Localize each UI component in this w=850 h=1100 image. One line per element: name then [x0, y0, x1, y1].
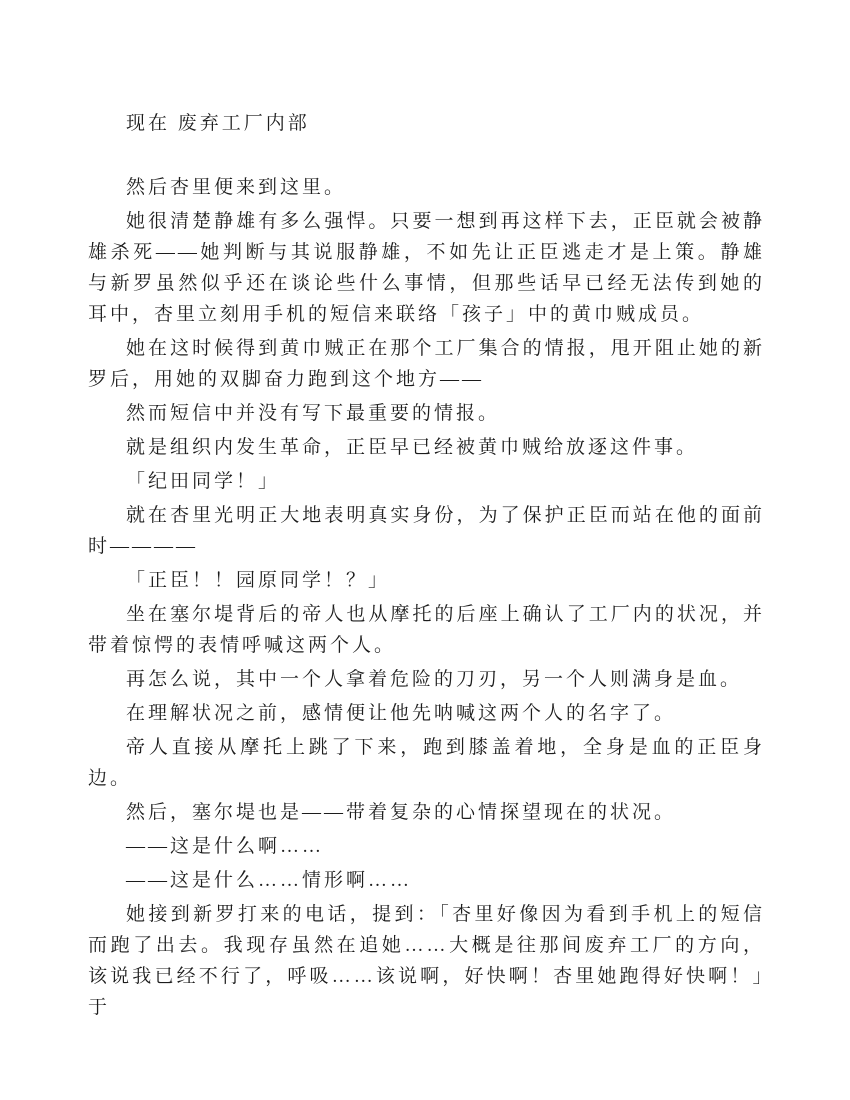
- paragraph: 再怎么说，其中一个人拿着危险的刀刃，另一个人则满身是血。: [126, 669, 743, 690]
- paragraph: 「纪田同学！」: [126, 471, 281, 492]
- paragraph: 然而短信中并没有写下最重要的情报。: [126, 403, 501, 424]
- paragraph: 帝人直接从摩托上跳了下来，跑到膝盖着地，全身是血的正臣身边。: [88, 737, 765, 789]
- paragraph: ——这是什么……情形啊……: [126, 870, 413, 891]
- paragraph: ——这是什么啊……: [126, 836, 325, 857]
- paragraph: 她接到新罗打来的电话，提到：「杏里好像因为看到手机上的短信而跑了出去。我现存虽然在追她……大概是往那间废弃工厂的方向，该说我已经不行了，呼吸……该说啊，好快啊！杏里她跑得好快啊！」于: [88, 904, 765, 1018]
- paragraph: 「正臣！！园原同学！？」: [126, 570, 391, 591]
- paragraph: 然后杏里便来到这里。: [126, 177, 347, 198]
- paragraph: 在理解状况之前，感情便让他先呐喊这两个人的名字了。: [126, 703, 677, 724]
- paragraph: 就是组织内发生革命，正臣早已经被黄巾贼给放逐这件事。: [126, 437, 699, 458]
- paragraph: 就在杏里光明正大地表明真实身份，为了保护正臣而站在他的面前时————: [88, 505, 765, 557]
- body-text: [88, 172, 765, 1023]
- scene-heading: 现在 废弃工厂内部: [126, 113, 310, 134]
- paragraph: 她很清楚静雄有多么强悍。只要一想到再这样下去，正臣就会被静雄杀死——她判断与其说服静雄，不如先让正臣逃走才是上策。静雄与新罗虽然似乎还在谈论些什么事情，但那些话早已经无法传到她的耳中，杏里立刻用手机的短信来联络「孩子」中的黄巾贼成员。: [88, 211, 765, 325]
- paragraph: 她在这时候得到黄巾贼正在那个工厂集合的情报，甩开阻止她的新罗后，用她的双脚奋力跑到这个地方——: [88, 338, 765, 390]
- paragraph: 坐在塞尔堤背后的帝人也从摩托的后座上确认了工厂内的状况，并带着惊愕的表情呼喊这两个人。: [88, 604, 765, 656]
- paragraph: 然后，塞尔堤也是——带着复杂的心情探望现在的状况。: [126, 802, 677, 823]
